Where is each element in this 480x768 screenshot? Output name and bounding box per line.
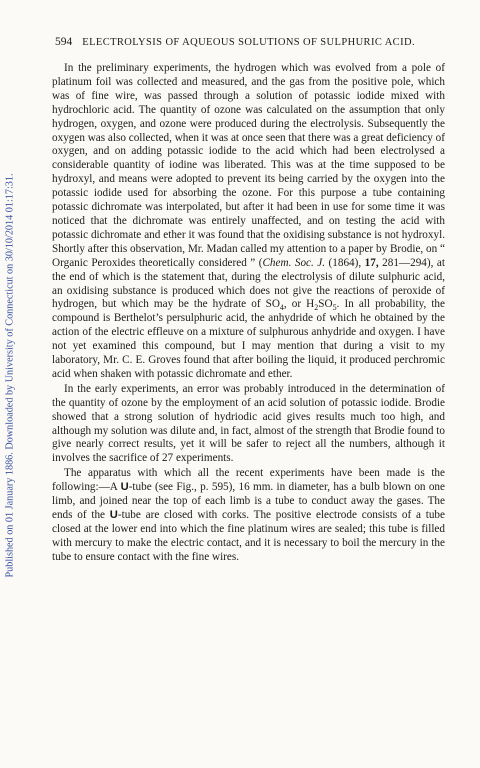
p1-text-f: . In all probability, the compound is Berthelot’s persulphuric acid, the anhydride of which he obtained by the action of the electric effleuve on a mixture of sulphurous anhydride and oxygen. I have not yet examined this compound, but I may mention that during a visit to my laboratory, Mr. C. E. Groves found that after boiling the liquid, it produced perchromic acid when shaken with potassic dichromate and ether. <box>52 298 445 380</box>
paragraph-3 <box>52 467 445 564</box>
subscript-5: 5 <box>332 303 337 313</box>
paragraph-1 <box>52 62 445 382</box>
subscript-4: 4 <box>279 303 284 313</box>
page-body <box>52 62 445 565</box>
p1-text-e: SO <box>318 298 333 311</box>
p3-text-a: The apparatus with which all the recent experiments have been made is the following:—A <box>52 467 445 494</box>
running-header <box>55 36 445 48</box>
page-number: 594 <box>55 36 73 48</box>
p1-text-c: 281—294), at the end of which is the statement that, during the electrolysis of dilute sulphuric acid, an oxidising substance is produced which does not give the reactions of peroxide of hydrogen, but which may be the hydrate of SO <box>52 256 445 311</box>
u-tube-glyph: U <box>120 481 129 494</box>
p1-text-d: , or H <box>283 298 315 311</box>
subscript-2: 2 <box>314 303 319 313</box>
download-stamp-text: Published on 01 January 1886. Downloaded by University of Connecticut on 30/10/2014 01:17:31. <box>4 172 16 578</box>
p1-text-a: In the preliminary experiments, the hydrogen which was evolved from a pole of platinum foil was collected and measured, and the gas from the positive pole, which was of fine wire, was passed through a solution of potassic iodide mixed with hydrochloric acid. The quantity of ozone was calculated on the assumption that only hydrogen, oxygen, and ozone were produced during the electrolysis. Subsequently the oxygen was also collected, when it was at once seen that there was a great deficiency of oxygen, and on adding potassic iodide to the acid which had been electrolysed a considerable quantity of iodine was liberated. This was at the time supposed to be hydroxyl, and means were adopted to prevent its being carried by the oxygen into the potassic iodide used for absorbing the ozone. For this purpose a tube containing potassic dichromate was interpolated, but after it had been in use for some time it was noticed that the dichromate was entirely unaffected, and on testing the acid with potassic dichromate and ether it was found that the oxidising substance is not hydroxyl. Shortly after this observation, Mr. Madan called my attention to a paper by Brodie, on “ Organic Peroxides theoretically considered ” ( <box>52 62 445 269</box>
volume-number: 17, <box>364 256 379 269</box>
journal-citation: Chem. Soc. J. <box>262 256 326 269</box>
running-title: ELECTROLYSIS OF AQUEOUS SOLUTIONS OF SULPHURIC ACID. <box>82 37 415 48</box>
p3-text-b: -tube (see Fig., p. 595), 16 mm. in diameter, has a bulb blown on one limb, and joined near the top of each limb is a tube to conduct away the gases. The ends of the <box>52 481 445 521</box>
p1-text-b: (1864), <box>325 256 365 269</box>
download-stamp <box>2 50 18 700</box>
u-tube-glyph: U <box>109 509 118 521</box>
p3-text-c: -tube are closed with corks. The positive electrode consists of a tube closed at the lower end into which the fine platinum wires are sealed; this tube is filled with mercury to make the electric contact, and it is necessary to boil the mercury in the tube to ensure contact with the fine wires. <box>52 509 445 563</box>
paragraph-2: In the early experiments, an error was probably introduced in the determination of the quantity of ozone by the employment of an acid solution of potassic iodide. Brodie showed that a strong solution of hydriodic acid gives results much too high, and although my solution was dilute and, in fact, almost of the strength that Brodie found to give nearly correct results, yet it will be safer to reject all the numbers, although it involves the sacrifice of 27 experiments. <box>52 382 445 465</box>
